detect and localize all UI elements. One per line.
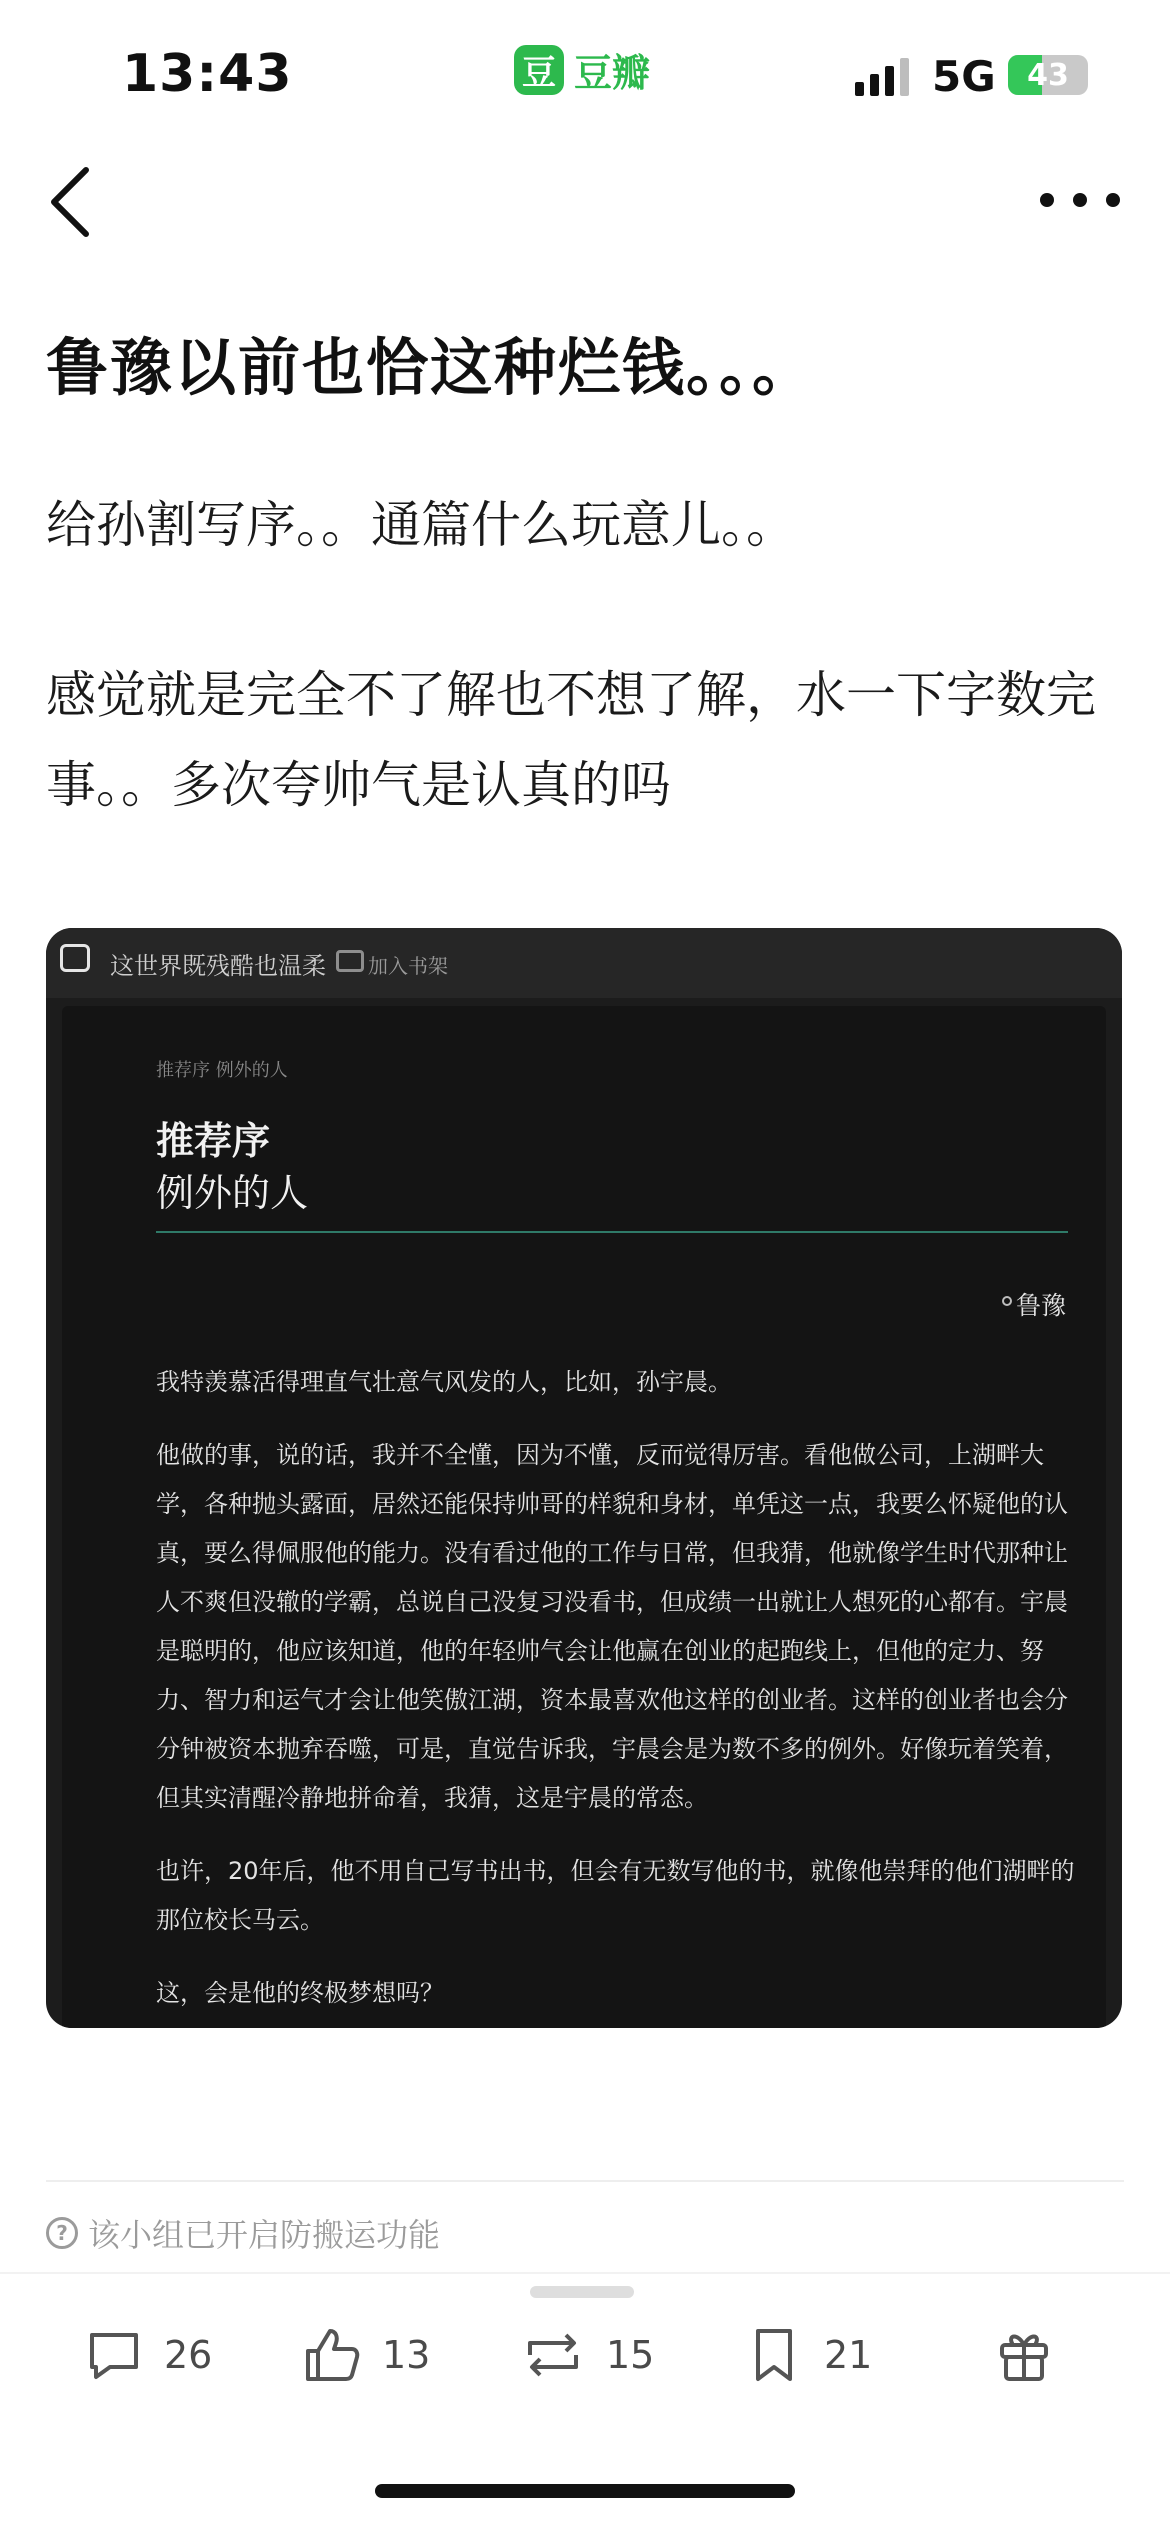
comment-button[interactable] <box>84 2310 212 2400</box>
repost-count: 15 <box>606 2333 655 2377</box>
chapter-paragraph: 这，会是他的终极梦想吗？ <box>156 1979 444 2007</box>
post-image[interactable] <box>46 928 1122 2028</box>
bookmark-icon <box>744 2325 804 2385</box>
status-bar <box>0 0 1170 150</box>
bookmark-count: 21 <box>824 2333 873 2377</box>
gift-button[interactable] <box>994 2310 1054 2400</box>
chapter-paragraph: 他做的事，说的话，我并不全懂，因为不懂，反而觉得厉害。看他做公司，上湖畔大学，各种抛头露面，居然还能保持帅哥的样貌和身材，单凭这一点，我要么怀疑他的认真，要么得佩服他的能力。没有看过他的工作与日常，但我猜，他就像学生时代那种让人不爽但没辙的学霸，总说自己没复习没看书，但成绩一出就让人想死的心都有。宇晨是聪明的，他应该知道，他的年轻帅气会让他赢在创业的起跑线上，但他的定力、努力、智力和运气才会让他笑傲江湖，资本最喜欢他这样的创业者。这样的创业者也会分分钟被资本抛弃吞噬，可是，直觉告诉我，宇晨会是为数不多的例外。好像玩着笑着，但其实清醒冷静地拼命着，我猜，这是宇晨的常态。 <box>156 1441 1068 1812</box>
running-header: 推荐序 例外的人 <box>156 1060 288 1081</box>
reader-toolbar <box>46 928 1122 998</box>
home-indicator <box>375 2484 795 2498</box>
book-title: 这世界既残酷也温柔 <box>110 952 326 980</box>
more-dots-icon <box>1040 193 1054 207</box>
douban-logo-icon: 豆 <box>514 45 564 95</box>
book-icon <box>60 944 90 972</box>
chapter-text <box>156 1358 1076 2028</box>
repost-button[interactable] <box>520 2310 654 2400</box>
bookshelf-icon <box>336 950 364 972</box>
post-paragraph: 感觉就是完全不了解也不想了解，水一下字数完事。。多次夸帅气是认真的吗 <box>46 666 1096 814</box>
app-badge <box>514 42 650 97</box>
comment-count: 26 <box>164 2333 213 2377</box>
post-body <box>46 480 1136 910</box>
bookmark-button[interactable] <box>744 2310 872 2400</box>
question-circle-icon: ? <box>46 2217 78 2249</box>
post-title: 鲁豫以前也恰这种烂钱。。。 <box>46 331 817 404</box>
status-time: 13:43 <box>122 44 293 104</box>
network-type: 5G <box>932 52 996 101</box>
add-shelf-label: 加入书架 <box>368 954 448 978</box>
battery-icon <box>1008 55 1088 95</box>
chapter-subheading: 例外的人 <box>156 1171 309 1215</box>
chevron-left-icon <box>40 160 110 240</box>
gift-icon <box>994 2325 1054 2385</box>
comment-icon <box>84 2325 144 2385</box>
like-button[interactable] <box>302 2310 430 2400</box>
chapter-author: 鲁豫 <box>1016 1291 1067 1320</box>
thumbs-up-icon <box>302 2325 362 2385</box>
chapter-paragraph: 也许，20年后，他不用自己写书出书，但会有无数写他的书，就像他崇拜的他们湖畔的那位校长马云。 <box>156 1857 1075 1934</box>
app-name: 豆瓣 <box>574 51 651 95</box>
like-count: 13 <box>382 2333 431 2377</box>
chapter-paragraph: 我特羡慕活得理直气壮意气风发的人，比如，孙宇晨。 <box>156 1368 732 1396</box>
battery-level: 43 <box>1027 57 1069 93</box>
nav-bar <box>0 150 1170 250</box>
anti-repost-notice[interactable] <box>46 2210 440 2256</box>
author-mark-icon <box>1002 1296 1012 1306</box>
chapter-heading: 推荐序 <box>156 1119 271 1163</box>
action-bar-border <box>0 2272 1170 2274</box>
signal-icon <box>855 56 909 96</box>
back-button[interactable] <box>40 160 110 240</box>
notice-text: 该小组已开启防搬运功能 <box>88 2216 441 2254</box>
more-button[interactable] <box>1040 175 1120 225</box>
heading-divider <box>156 1231 1068 1233</box>
content-divider <box>46 2180 1124 2182</box>
repost-icon <box>520 2325 586 2385</box>
drag-handle[interactable] <box>530 2286 634 2298</box>
post-paragraph: 给孙割写序。。通篇什么玩意儿。。 <box>46 496 796 554</box>
